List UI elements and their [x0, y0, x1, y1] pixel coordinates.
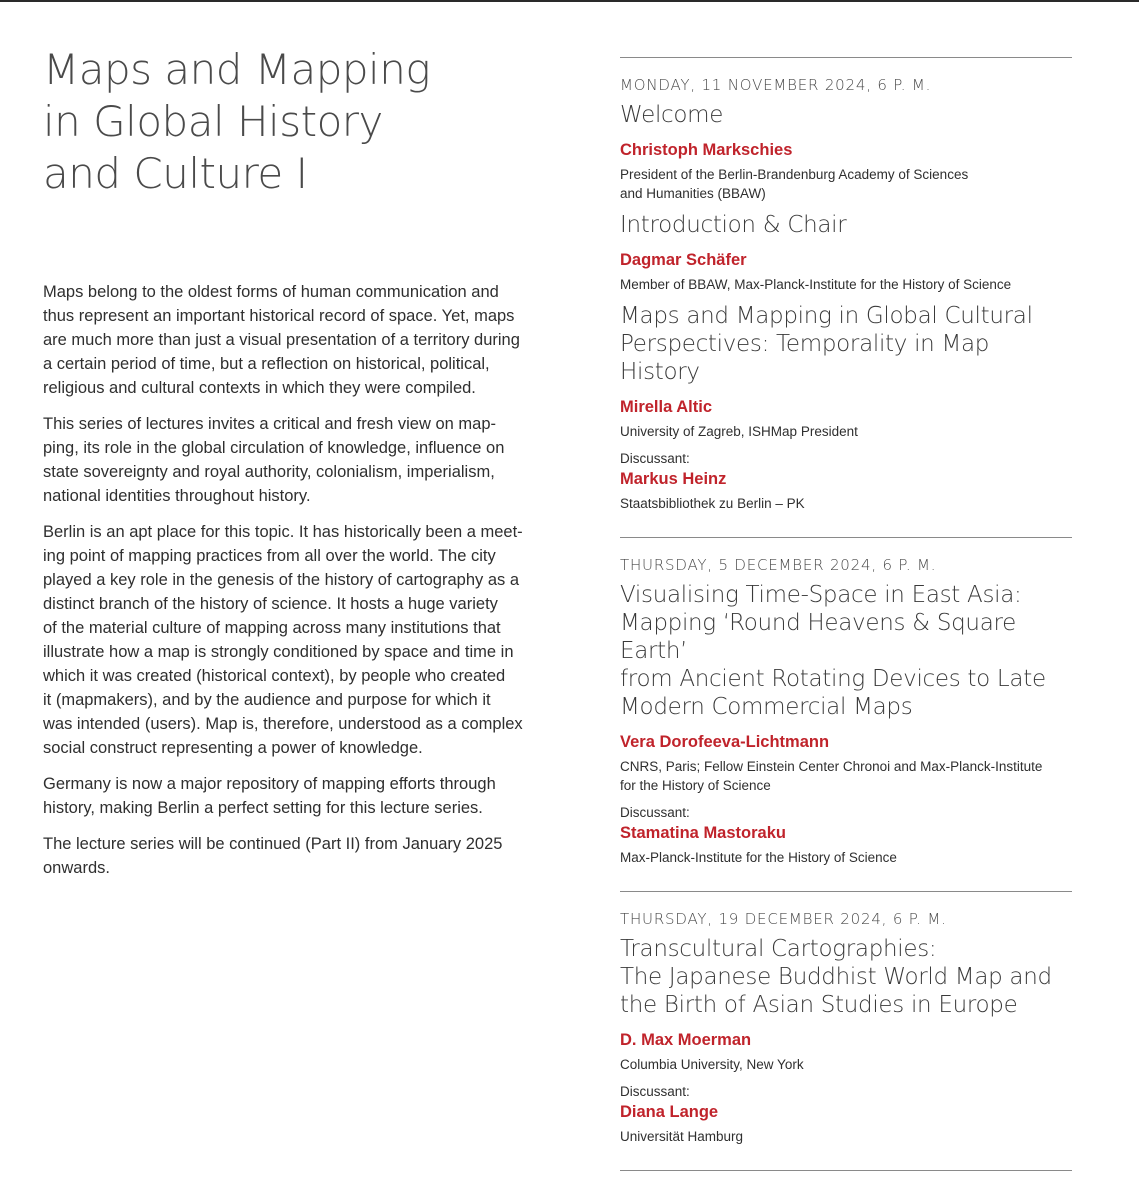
speaker-name: Mirella Altic	[620, 398, 712, 416]
speaker-affiliation: University of Zagreb, ISHMap President	[620, 424, 858, 439]
discussant-label: Discussant:	[620, 451, 690, 466]
intro-paragraph: Maps belong to the oldest forms of human communication and thus represent an important historical record of space. Yet, maps are much more than just a visual presentation of a territory during a certain period of time, but a reflection on historical, political, religious and cultural contexts in which they were compiled.	[43, 283, 520, 397]
discussant-affiliation: Staatsbibliothek zu Berlin – PK	[620, 496, 805, 511]
session-date: THURSDAY, 19 DECEMBER 2024, 6 P. M.	[620, 910, 947, 928]
chair-name: Dagmar Schäfer	[620, 251, 747, 269]
session-1	[620, 58, 1072, 537]
speaker-name: D. Max Moerman	[620, 1031, 752, 1049]
talk-title: Transcultural Cartographies: The Japanese Buddhist World Map and the Birth of Asian Studies in Europe	[620, 936, 1052, 1018]
speaker-affiliation: Columbia University, New York	[620, 1057, 804, 1072]
intro-text	[43, 280, 533, 880]
speaker-name: Vera Dorofeeva-Lichtmann	[620, 733, 830, 751]
divider	[620, 1170, 1072, 1171]
intro-paragraph: Berlin is an apt place for this topic. It has historically been a meet- ing point of mapping practices from all over the world. The city played a key role in the genesis of the history of cartography as a distinct branch of the history of science. It hosts a huge variety of the material culture of mapping across many institutions that illustrate how a map is strongly conditioned by space and time in which it was created (historical context), by people who created it (mapmakers), and by the audience and purpose for which it was intended (users). Map is, therefore, understood as a complex social construct representing a power of knowledge.	[43, 523, 523, 757]
intro-paragraph: Germany is now a major repository of mapping efforts through history, making Berlin a perfect setting for this lecture series.	[43, 775, 496, 817]
program-column	[620, 57, 1072, 1171]
talk-title: Visualising Time-Space in East Asia: Mapping ‘Round Heavens & Square Earth’ from Ancient Rotating Devices to Late Modern Commercial Maps	[620, 582, 1046, 720]
discussant-name: Stamatina Mastoraku	[620, 824, 786, 842]
session-2	[620, 538, 1072, 891]
chair-title: Introduction & Chair	[620, 212, 847, 238]
discussant-name: Diana Lange	[620, 1103, 719, 1121]
welcome-speaker-affiliation: President of the Berlin-Brandenburg Academy of Sciences and Humanities (BBAW)	[620, 167, 969, 201]
discussant-label: Discussant:	[620, 805, 690, 820]
session-date: THURSDAY, 5 DECEMBER 2024, 6 P. M.	[620, 556, 937, 574]
welcome-speaker-name: Christoph Markschies	[620, 141, 793, 159]
chair-affiliation: Member of BBAW, Max-Planck-Institute for the History of Science	[620, 277, 1012, 292]
talk-title: Maps and Mapping in Global Cultural Perspectives: Temporality in Map History	[620, 303, 1033, 385]
intro-paragraph: This series of lectures invites a critical and fresh view on map- ping, its role in the global circulation of knowledge, influence on state sovereignty and royal authority, colonialism, imperialism, national identities throughout history.	[43, 415, 505, 505]
discussant-affiliation: Universität Hamburg	[620, 1129, 744, 1144]
session-3	[620, 892, 1072, 1170]
page-title: Maps and Mapping in Global History and Culture I	[43, 45, 431, 198]
intro-column	[43, 44, 533, 892]
top-border	[0, 0, 1139, 2]
welcome-title: Welcome	[620, 102, 724, 128]
discussant-label: Discussant:	[620, 1084, 690, 1099]
intro-paragraph: The lecture series will be continued (Part II) from January 2025 onwards.	[43, 835, 503, 877]
discussant-affiliation: Max-Planck-Institute for the History of Science	[620, 850, 897, 865]
discussant-name: Markus Heinz	[620, 470, 727, 488]
session-date: MONDAY, 11 NOVEMBER 2024, 6 P. M.	[620, 76, 932, 94]
speaker-affiliation: CNRS, Paris; Fellow Einstein Center Chronoi and Max-Planck-Institute for the History of Science	[620, 759, 1043, 793]
